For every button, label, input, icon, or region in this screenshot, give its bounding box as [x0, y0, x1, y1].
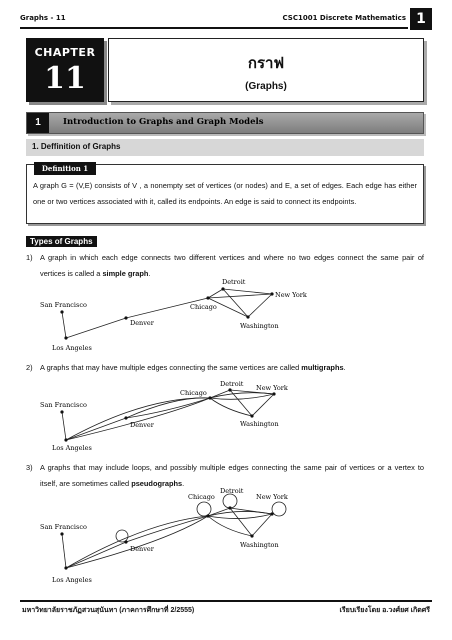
subsection-heading: 1. Deffinition of Graphs — [26, 139, 424, 156]
list-item-text: A graphs that may include loops, and possibly multiple edges connecting the same pair of vertices or a vertex to itself, are sometimes called — [40, 463, 424, 488]
vertex-label-denver: Denver — [130, 545, 154, 553]
vertex-label-detroit: Detroit — [220, 487, 244, 495]
chapter-title-english: (Graphs) — [245, 81, 287, 92]
list-item-end: . — [148, 269, 151, 278]
page-number: 1 — [410, 8, 432, 30]
header-rule — [20, 27, 408, 29]
vertex-label-washington: Washington — [240, 420, 279, 428]
multigraph-figure — [26, 376, 424, 456]
vertex-label-washington: Washington — [240, 541, 279, 549]
chapter-title-thai: กราฟ — [247, 55, 285, 72]
definition-box — [26, 164, 424, 224]
definition-text: A graph G = (V,E) consists of V , a nonempty set of vertices (or nodes) and E, a set of edges. Each edge has either one or two vertices associated with it, called its endpoints. An edge is said to connect its endpoints. — [33, 181, 417, 206]
vertex-label-chicago: Chicago — [180, 389, 207, 397]
list-item-text: A graph in which each edge connects two different vertices and where no two edges connect the same pair of vertices is called a — [40, 253, 424, 278]
vertex-label-detroit: Detroit — [222, 278, 246, 286]
chapter-badge — [26, 38, 104, 102]
vertex-label-chicago: Chicago — [190, 303, 217, 311]
footer-right: เรียบเรียงโดย อ.วงศ์ยศ เกิดศรี — [339, 607, 430, 614]
vertex-label-denver: Denver — [130, 319, 154, 327]
chapter-number: 11 — [44, 61, 86, 96]
vertex-label-denver: Denver — [130, 421, 154, 429]
footer-rule — [20, 600, 432, 602]
chapter-word: CHAPTER — [34, 46, 96, 59]
list-item-number: 3) — [26, 463, 33, 472]
vertex-label-san-francisco: San Francisco — [40, 401, 87, 409]
vertex-label-new-york: New York — [275, 291, 307, 299]
vertex-label-san-francisco: San Francisco — [40, 301, 87, 309]
section-number: 1 — [27, 113, 49, 133]
chapter-title-box — [108, 38, 424, 102]
vertex-label-chicago: Chicago — [188, 493, 215, 501]
definition-label: Definition 1 — [34, 162, 96, 175]
footer-left: มหาวิทยาลัยราชภัฏสวนสุนันทา (ภาคการศึกษาที่ 2/2555) — [22, 607, 195, 614]
vertex-label-detroit: Detroit — [220, 380, 244, 388]
list-item-number: 1) — [26, 253, 33, 262]
list-item-term: multigraphs — [301, 363, 344, 372]
running-header-right: CSC1001 Discrete Mathematics — [282, 14, 406, 22]
vertex-label-new-york: New York — [256, 493, 288, 501]
list-item-number: 2) — [26, 363, 33, 372]
list-item — [26, 360, 424, 376]
list-item-end: . — [182, 479, 185, 488]
types-heading: Types of Graphs — [26, 236, 97, 247]
vertex-label-los-angeles: Los Angeles — [52, 576, 92, 584]
section-title: Introduction to Graphs and Graph Models — [63, 117, 264, 127]
vertex-label-los-angeles: Los Angeles — [52, 444, 92, 452]
list-item-term: simple graph — [102, 269, 149, 278]
running-header-left: Graphs - 11 — [20, 14, 66, 22]
simple-graph-figure — [26, 278, 424, 357]
vertex-label-washington: Washington — [240, 322, 279, 330]
list-item-text: A graphs that may have multiple edges connecting the same vertices are called — [40, 363, 302, 372]
section-bar — [26, 112, 424, 134]
vertex-label-los-angeles: Los Angeles — [52, 344, 92, 352]
vertex-label-new-york: New York — [256, 384, 288, 392]
vertex-label-san-francisco: San Francisco — [40, 523, 87, 531]
list-item-end: . — [343, 363, 346, 372]
pseudograph-figure — [26, 487, 424, 588]
list-item-term: pseudographs — [131, 479, 183, 488]
